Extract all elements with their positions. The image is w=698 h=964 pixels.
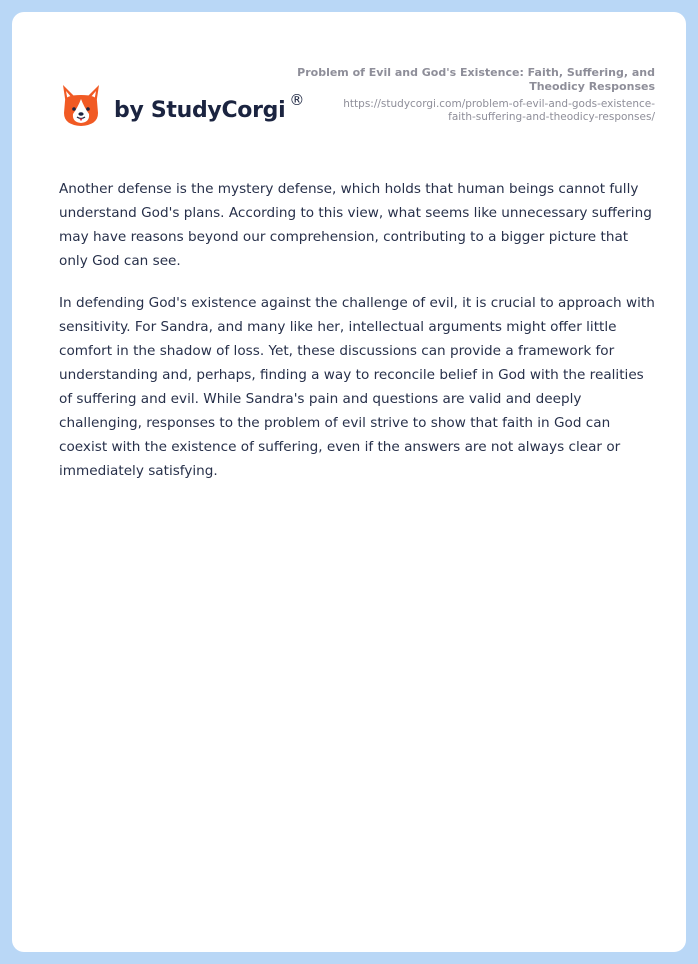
studycorgi-logo[interactable] (60, 76, 304, 136)
document-body (59, 177, 659, 501)
registered-mark: ® (289, 91, 305, 109)
brand-name: by StudyCorgi (114, 97, 286, 123)
document-url-line-2: faith-suffering-and-theodicy-responses/ (448, 111, 655, 123)
paragraph: Another defense is the mystery defense, which holds that human beings cannot fully understand God's plans. According to this view, what seems like unnecessary suffering may have reasons beyond our comprehension, contributing to a bigger picture that only God can see. (59, 181, 652, 269)
document-title-line-2: Theodicy Responses (529, 80, 655, 93)
corgi-logo-icon (60, 83, 102, 129)
document-url[interactable] (295, 98, 655, 124)
document-meta (295, 66, 655, 124)
document-title (295, 66, 655, 94)
document-url-line-1: https://studycorgi.com/problem-of-evil-and-gods-existence- (343, 98, 655, 110)
paragraph: In defending God's existence against the challenge of evil, it is crucial to approach with sensitivity. For Sandra, and many like her, intellectual arguments might offer little comfort in the shadow of loss. Yet, these discussions can provide a framework for understanding and, perhaps, finding a way to reconcile belief in God with the realities of suffering and evil. While Sandra's pain and questions are valid and deeply challenging, responses to the problem of evil strive to show that faith in God can coexist with the existence of suffering, even if the answers are not always clear or immediately satisfying. (59, 295, 655, 479)
document-page (12, 12, 686, 952)
document-title-line-1: Problem of Evil and God's Existence: Faith, Suffering, and (297, 66, 655, 79)
